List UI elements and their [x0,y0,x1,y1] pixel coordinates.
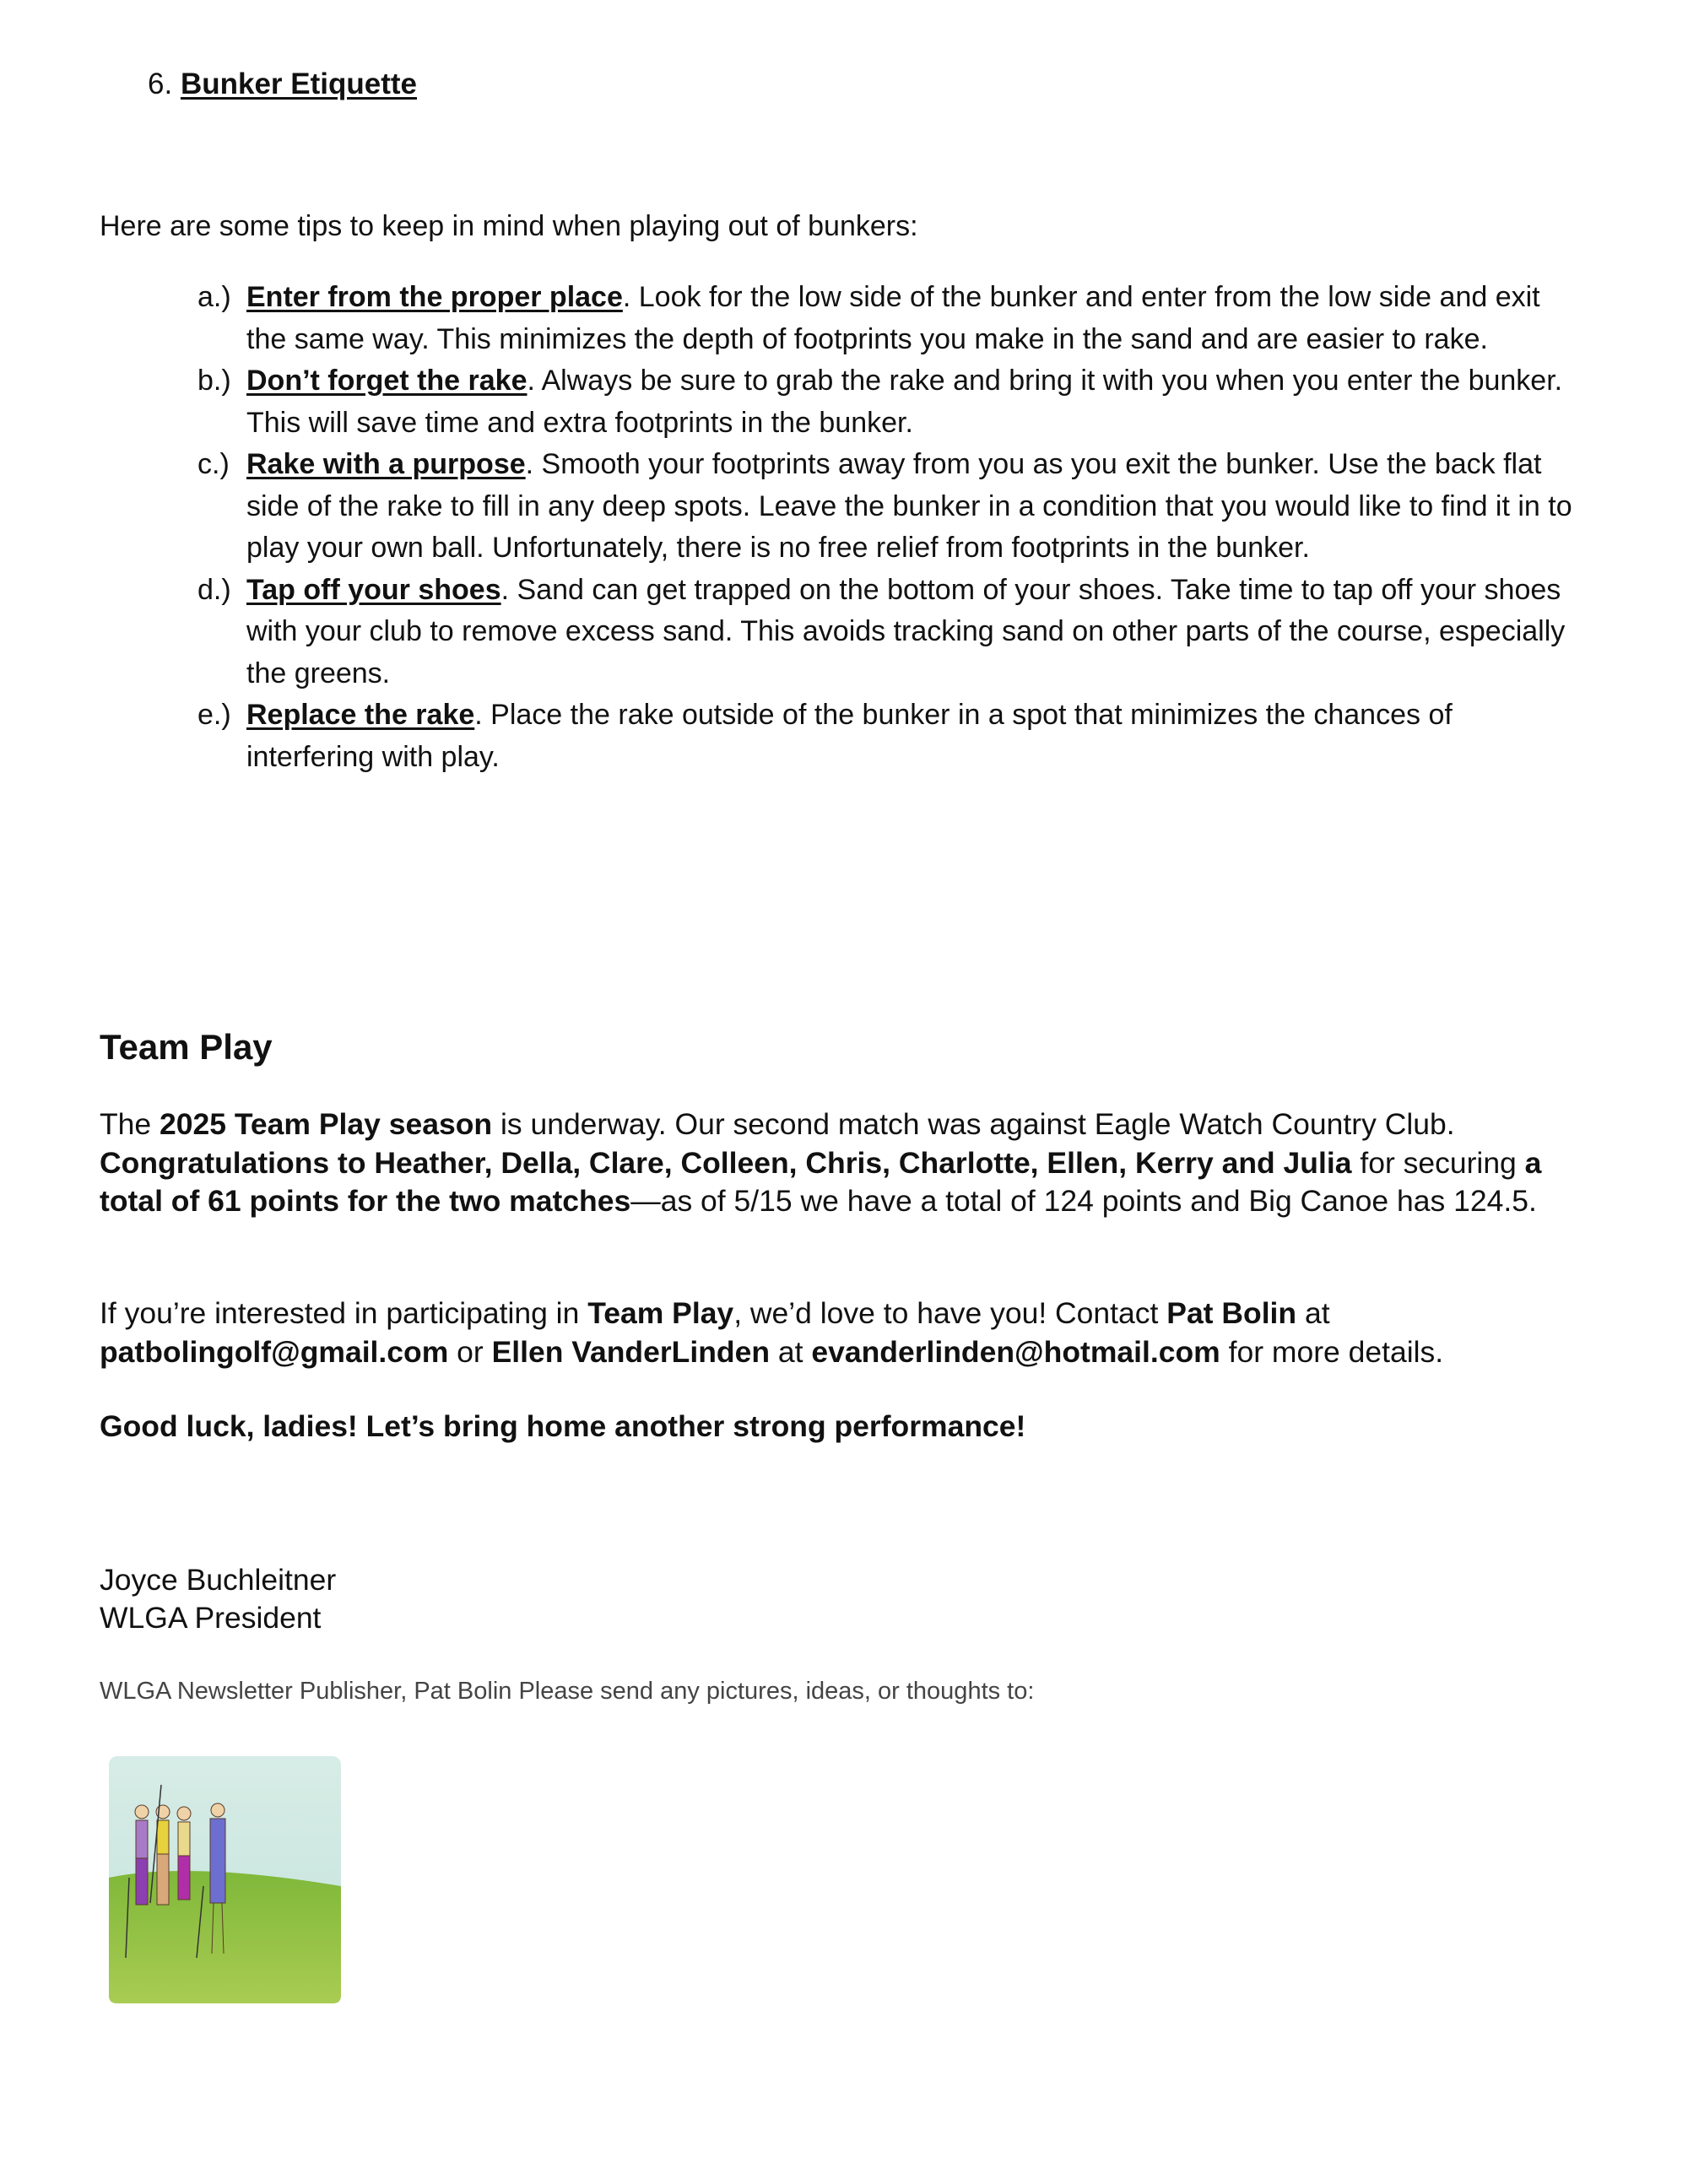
contact-paragraph [100,1295,1585,1371]
section-heading [148,66,417,103]
golf-ladies-illustration [104,1751,346,2008]
tip-item [197,360,1582,444]
text-segment: The [100,1107,160,1141]
bold-text-segment: evanderlinden@hotmail.com [811,1334,1220,1369]
text-segment: is underway. Our second match was against Eagle Watch Country Club. [492,1107,1455,1141]
signature-role: WLGA President [100,1601,322,1635]
tip-item [197,444,1582,570]
tip-text: . Place the rake outside of the bunker in a spot that minimizes the chances of interfering with play. [246,699,1453,773]
tip-title: Rake with a purpose [246,448,526,480]
bold-text-segment: Ellen VanderLinden [491,1334,771,1369]
tip-item [197,570,1582,695]
text-segment: —as of 5/15 we have a total of 124 points and Big Canoe has 124.5. [630,1184,1537,1218]
tips-list [197,277,1582,778]
good-luck-text: Good luck, ladies! Let’s bring home another strong performance! [100,1409,1026,1443]
team-play-heading: Team Play [100,1027,273,1067]
text-segment: for more details. [1220,1334,1444,1369]
text-segment: If you’re interested in participating in [100,1296,588,1330]
tip-text: . Smooth your footprints away from you as you exit the bunker. Use the back flat side of the rake to fill in any deep spots. Leave the bunker in a condition that you would like to find it in to play your own ball. Unfortunately, there is no free relief from footprints in the bunker. [246,448,1572,564]
tip-title: Don’t forget the rake [246,365,528,397]
bold-text-segment: Pat Bolin [1166,1296,1297,1330]
bold-text-segment: 2025 Team Play season [160,1107,493,1141]
tip-label: a.) [197,281,231,313]
text-segment: or [448,1334,492,1369]
section-title: Bunker Etiquette [180,68,417,100]
tip-item [197,695,1582,778]
text-segment: , we’d love to have you! Contact [733,1296,1167,1330]
text-segment: for securing [1351,1145,1525,1180]
intro-text: Here are some tips to keep in mind when playing out of bunkers: [100,210,918,242]
figure-1 [135,1805,149,1905]
signature-name: Joyce Buchleitner [100,1563,337,1597]
text-segment: at [1296,1296,1330,1330]
tip-item [197,277,1582,360]
text-segment: at [770,1334,812,1369]
bold-text-segment: Team Play [587,1296,734,1330]
section-number: 6. [148,68,173,100]
tip-title: Enter from the proper place [246,281,623,313]
tip-label: c.) [197,448,230,480]
signature [100,1561,336,1637]
tip-text: . Look for the low side of the bunker and enter from the low side and exit the same way. This minimizes the depth of footprints you make in the sand and are easier to rake. [246,281,1540,355]
tip-title: Tap off your shoes [246,573,501,606]
tip-title: Replace the rake [246,699,475,731]
tip-label: b.) [197,365,231,397]
bold-text-segment: Congratulations to Heather, Della, Clare, Colleen, Chris, Charlotte, Ellen, Kerry and Julia [100,1145,1352,1180]
tip-text: . Sand can get trapped on the bottom of your shoes. Take time to tap off your shoes with your club to remove excess sand. This avoids tracking sand on other parts of the course, especially the greens. [246,573,1566,689]
bold-text-segment: patbolingolf@gmail.com [100,1334,449,1369]
publisher-note: WLGA Newsletter Publisher, Pat Bolin Please send any pictures, ideas, or thoughts to: [100,1678,1035,1705]
tip-label: d.) [197,573,231,606]
tip-label: e.) [197,699,231,731]
tip-text: . Always be sure to grab the rake and bring it with you when you enter the bunker. This will save time and extra footprints in the bunker. [246,365,1563,439]
team-play-paragraph [100,1106,1585,1221]
bold-text-segment: a total of 61 points for the two matches [100,1145,1542,1218]
